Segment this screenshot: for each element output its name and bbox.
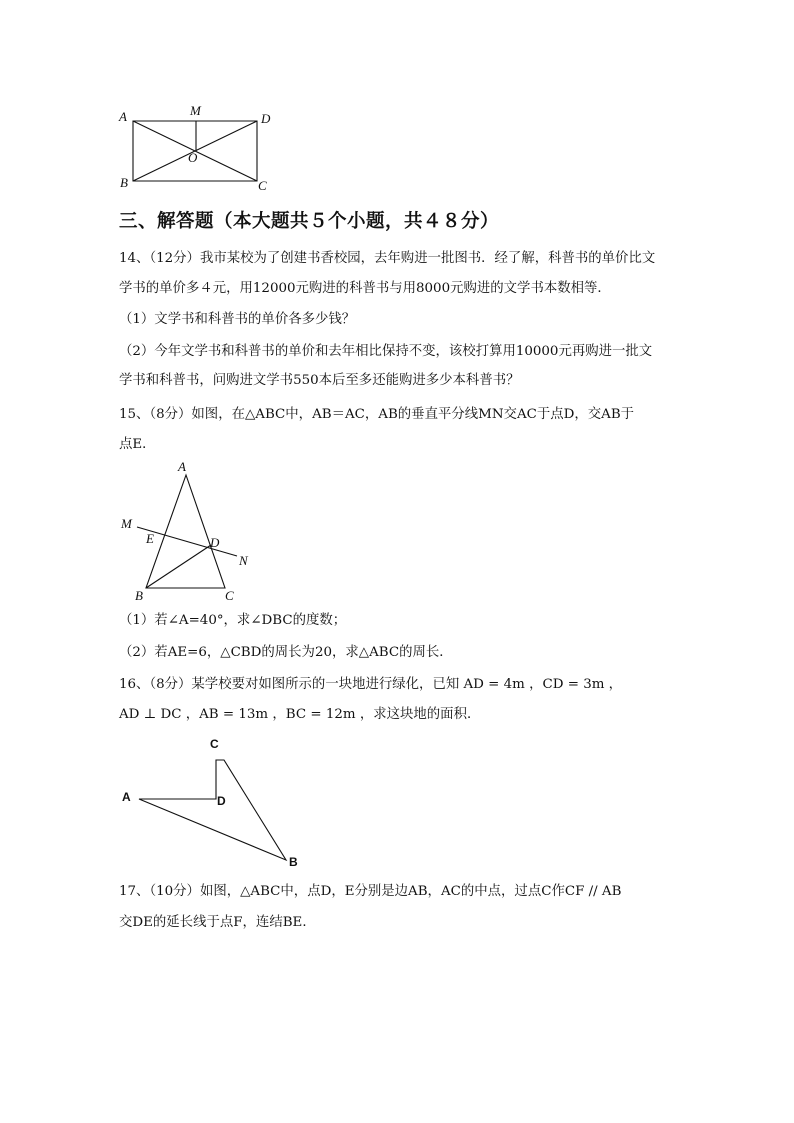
quadrilateral-adcb: [139, 760, 286, 860]
q17-line-1: 17、（10分）如图，△ABC中，点D，E分别是边AB，AC的中点，过点C作CF // AB: [119, 884, 622, 899]
q15-label-n: N: [239, 553, 248, 568]
q15-line-2: 点E．: [119, 437, 156, 452]
q15-label-c: C: [225, 588, 234, 603]
q14-part-2-line-1: （2）今年文学书和科普书的单价和去年相比保持不变，该校打算用10000元再购进一批文: [119, 344, 653, 359]
q17-line-2: 交DE的延长线于点F，连结BE．: [119, 915, 316, 930]
q16-line-2: AD ⊥ DC ，AB = 13m ，BC = 12m ，求这块地的面积．: [119, 707, 481, 722]
q15-part-2: （2）若AE=6，△CBD的周长为20，求△ABC的周长．: [119, 645, 453, 660]
label-m: M: [190, 103, 201, 118]
q16-label-c: C: [210, 737, 219, 751]
q15-label-e: E: [146, 531, 154, 546]
q16-line-1: 16、（8分）某学校要对如图所示的一块地进行绿化，已知 AD = 4m ，CD = 3m ，: [119, 677, 623, 692]
q14-line-2: 学书的单价多４元，用12000元购进的科普书与用8000元购进的文学书本数相等．: [119, 281, 611, 296]
label-b: B: [120, 175, 128, 190]
q16-label-b: B: [289, 855, 298, 869]
q15-label-d: D: [210, 535, 220, 550]
q15-label-b: B: [135, 588, 143, 603]
label-d: D: [261, 111, 271, 126]
q15-label-m: M: [121, 516, 132, 531]
q16-label-a: A: [122, 790, 131, 804]
q14-part-1: （1）文学书和科普书的单价各多少钱？: [119, 312, 356, 327]
q16-label-d: D: [217, 794, 226, 808]
q15-line-1: 15、（8分）如图，在△ABC中，AB＝AC，AB的垂直平分线MN交AC于点D，交AB于: [119, 407, 635, 422]
q14-part-2-line-2: 学书和科普书，问购进文学书550本后至多还能购进多少本科普书？: [119, 373, 520, 388]
q15-label-a: A: [178, 459, 186, 474]
label-o: O: [188, 150, 198, 165]
q15-part-1: （1）若∠A=40°，求∠DBC的度数；: [119, 613, 347, 628]
label-c: C: [258, 178, 267, 193]
section-title: 三、解答题（本大题共５个小题，共４８分）: [119, 211, 500, 232]
label-a: A: [119, 109, 127, 124]
q14-line-1: 14、（12分）我市某校为了创建书香校园，去年购进一批图书．经了解，科普书的单价比文: [119, 251, 656, 266]
